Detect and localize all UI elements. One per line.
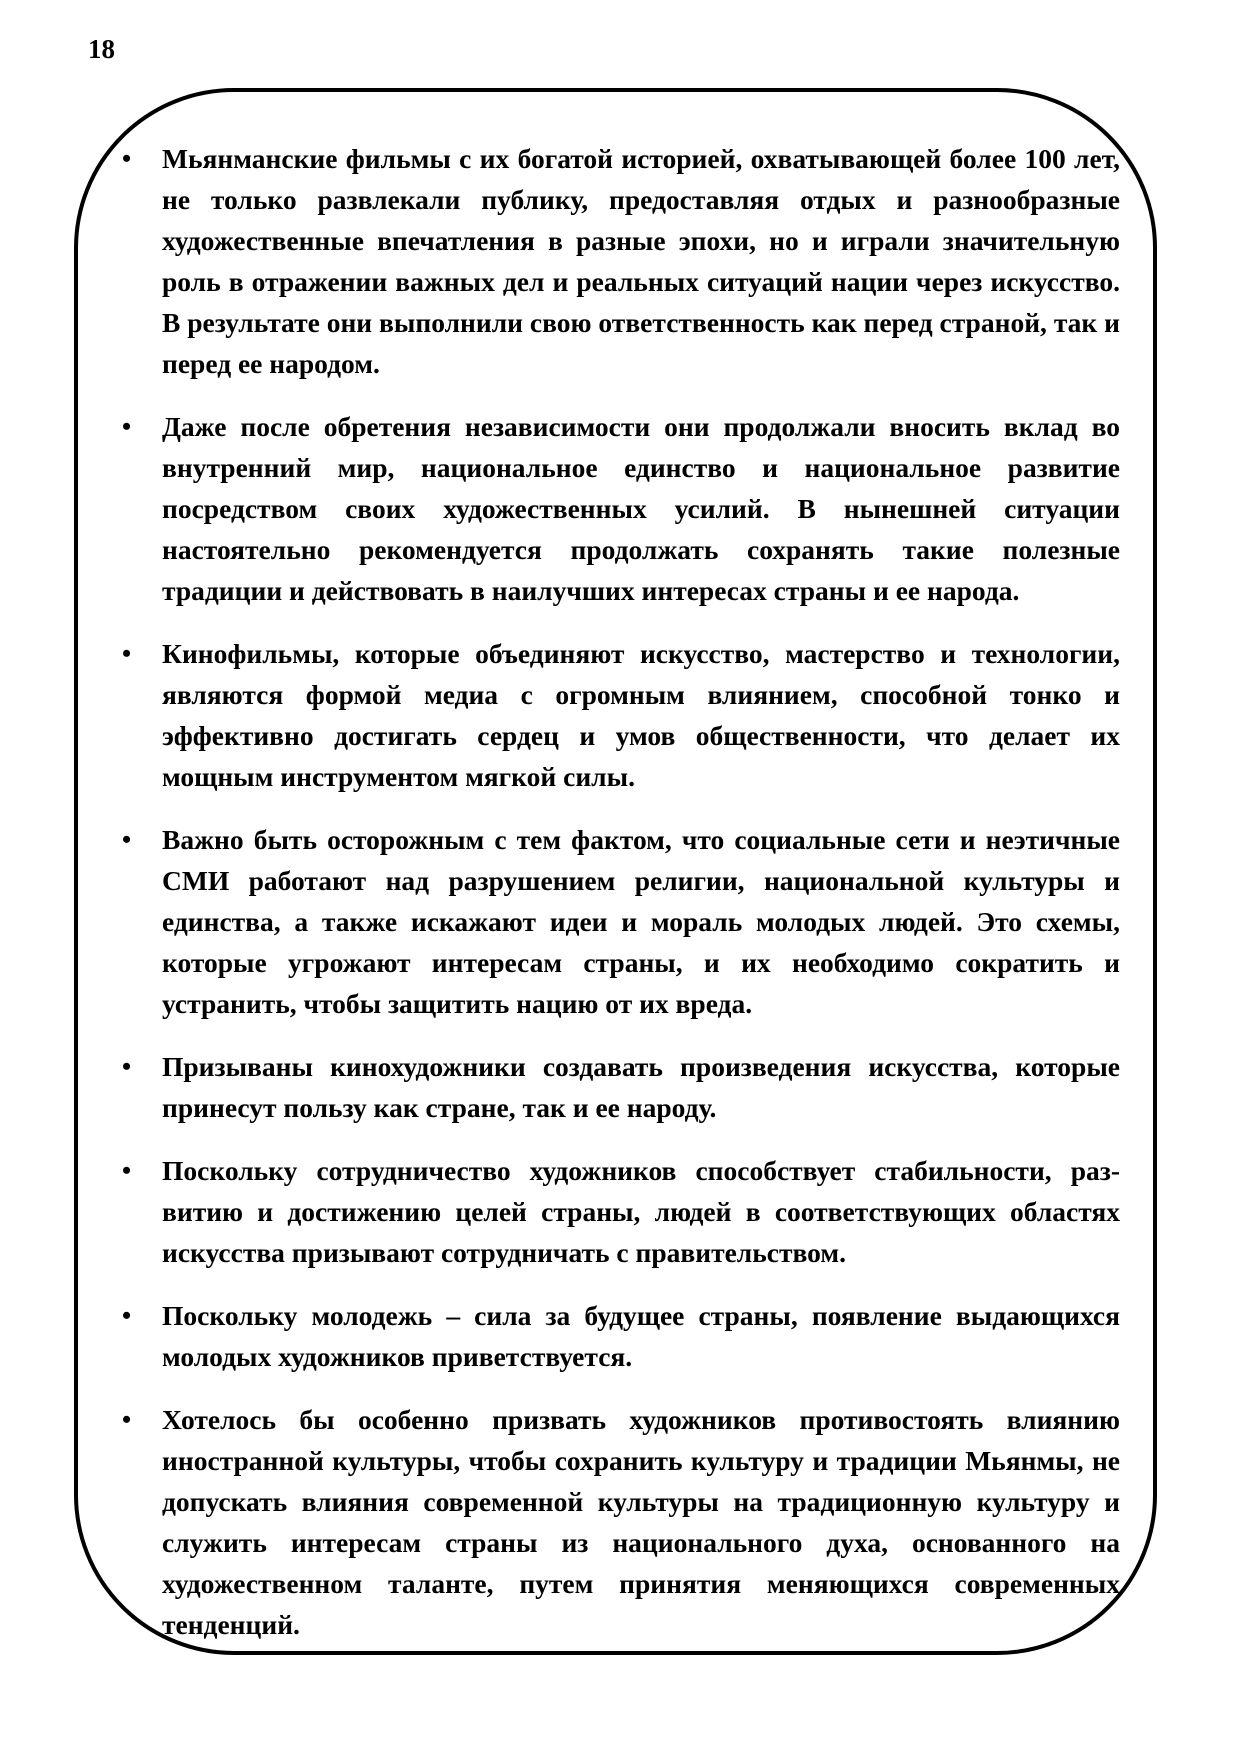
list-item bbox=[120, 406, 1120, 611]
list-item bbox=[120, 1150, 1120, 1273]
bullet-icon: • bbox=[122, 1052, 132, 1081]
bullet-icon: • bbox=[122, 1301, 132, 1330]
list-item-text: Даже после обретения независимости они продолжали вносить вклад во внутренний мир, национальное единство и национальное развитие посредством своих художественных усилий. В нынешней ситуации настоятельно рекомендуется продолжать сохранять такие полезные традиции и действовать в наилучших интересах страны и ее народа. bbox=[162, 411, 1120, 606]
bullet-icon: • bbox=[122, 412, 132, 441]
list-item-text: Призываны кинохудожники создавать произведения искусства, которые принесут пользу как стране, так и ее народу. bbox=[162, 1051, 1120, 1123]
page-number: 18 bbox=[88, 34, 115, 64]
list-item bbox=[120, 819, 1120, 1024]
list-item-text: Важно быть осторожным с тем фактом, что социальные сети и неэтичные СМИ работают над разрушением религии, национальной культуры и единства, а также искажают идеи и мораль молодых людей. Это схемы, которые угрожают интересам страны, и их необходимо сократить и устранить, чтобы защитить нацию от их вреда. bbox=[162, 824, 1120, 1019]
list-item-text: Поскольку сотрудничество художников способствует стабильности, развитию и достижению целей страны, людей в соответствующих областях искусства призывают сотрудничать с правительством. bbox=[162, 1155, 1120, 1268]
bullet-icon: • bbox=[122, 825, 132, 854]
bullet-icon: • bbox=[122, 1405, 132, 1434]
bullet-list bbox=[120, 138, 1120, 1667]
list-item bbox=[120, 1295, 1120, 1377]
list-item-text: Кинофильмы, которые объединяют искусство, мастерство и технологии, являются формой медиа с огромным влиянием, способной тонко и эффективно достигать сердец и умов общественности, что делает их мощным инструментом мягкой силы. bbox=[162, 638, 1120, 792]
bullet-icon: • bbox=[122, 1156, 132, 1185]
list-item bbox=[120, 1046, 1120, 1128]
list-item bbox=[120, 633, 1120, 797]
bullet-icon: • bbox=[122, 639, 132, 668]
list-item-text: Хотелось бы особенно призвать художников противостоять влиянию иностранной культуры, чтобы сохранить культуру и традиции Мьянмы, не допускать влияния современной культуры на традиционную культуру и служить интересам страны из национального духа, основанного на художественном таланте, путем принятия меняющихся современных тенденций. bbox=[162, 1404, 1120, 1640]
list-item bbox=[120, 138, 1120, 384]
list-item bbox=[120, 1399, 1120, 1645]
list-item-text: Мьянманские фильмы с их богатой историей, охватывающей более 100 лет, не только развлекали публику, предоставляя отдых и разнообразные художественные впечатления в разные эпохи, но и играли значительную роль в отражении важных дел и реальных ситуаций нации через искусство. В результате они выполнили свою ответственность как перед страной, так и перед ее народом. bbox=[162, 143, 1120, 379]
bullet-icon: • bbox=[122, 144, 132, 173]
list-item-text: Поскольку молодежь – сила за будущее страны, появление выдающихся молодых художников приветствуется. bbox=[162, 1300, 1120, 1372]
